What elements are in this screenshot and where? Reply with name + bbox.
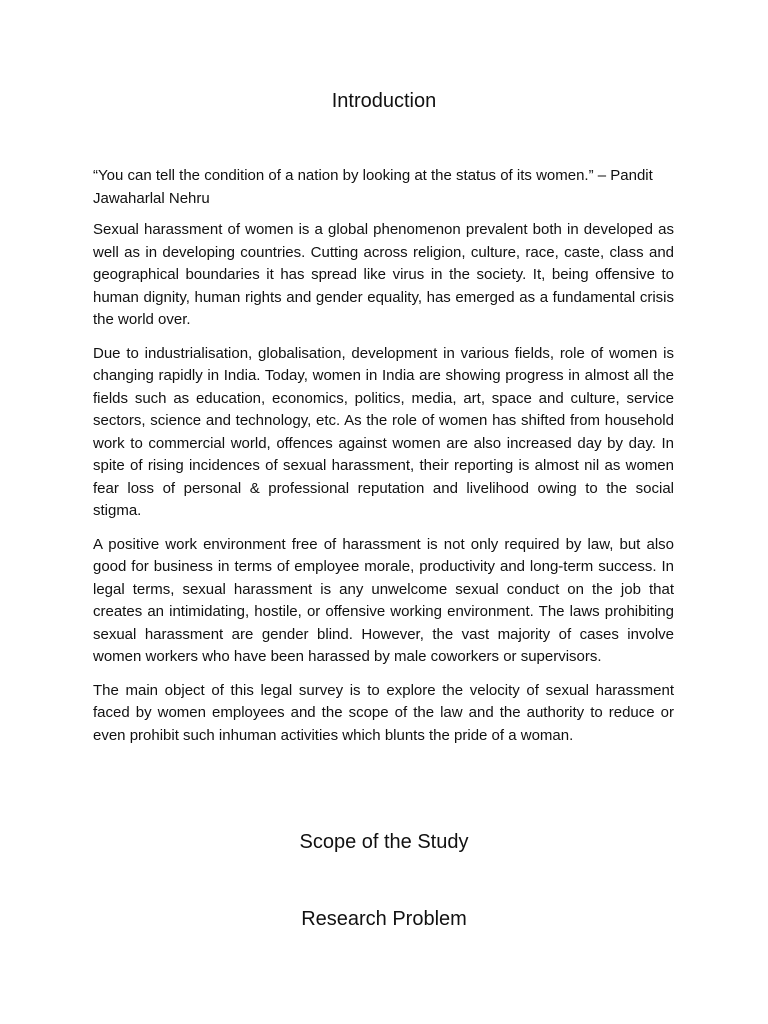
body-paragraph-1: Sexual harassment of women is a global phenomenon prevalent both in developed as well as in developing countries. Cutting across religion, culture, race, caste, class and geographical boundaries it has spread like virus in the society. It, being offensive to human dignity, human rights and gender equality, has emerged as a fundamental crisis the world over.: [93, 221, 674, 328]
scope-heading: Scope of the Study: [299, 831, 469, 853]
research-problem-heading: Research Problem: [301, 908, 467, 930]
nehru-quote-paragraph: “You can tell the condition of a nation by looking at the status of its women.” – Pandit Jawaharlal Nehru: [93, 167, 653, 207]
introduction-heading: Introduction: [331, 90, 437, 112]
body-paragraph-3: A positive work environment free of harassment is not only required by law, but also good for business in terms of employee morale, productivity and long-term success. In legal terms, sexual harassment is any unwelcome sexual conduct on the job that creates an intimidating, hostile, or offensive working environment. The laws prohibiting sexual harassment are gender blind. However, the vast majority of cases involve women workers who have been harassed by male coworkers or supervisors.: [93, 535, 674, 665]
body-paragraph-2: Due to industrialisation, globalisation, development in various fields, role of women is changing rapidly in India. Today, women in India are showing progress in almost all the fields such as education, economics, politics, media, art, space and culture, service sectors, science and technology, etc. As the role of women has shifted from household work to commercial world, offences against women are also increased day by day. In spite of rising incidences of sexual harassment, their reporting is almost nil as women fear loss of personal & professional reputation and livelihood owing to the social stigma.: [93, 344, 674, 519]
body-paragraph-4: The main object of this legal survey is to explore the velocity of sexual harassment faced by women employees and the scope of the law and the authority to reduce or even prohibit such inhuman activities which blunts the pride of a woman.: [93, 681, 674, 744]
introduction-body: [93, 165, 674, 758]
